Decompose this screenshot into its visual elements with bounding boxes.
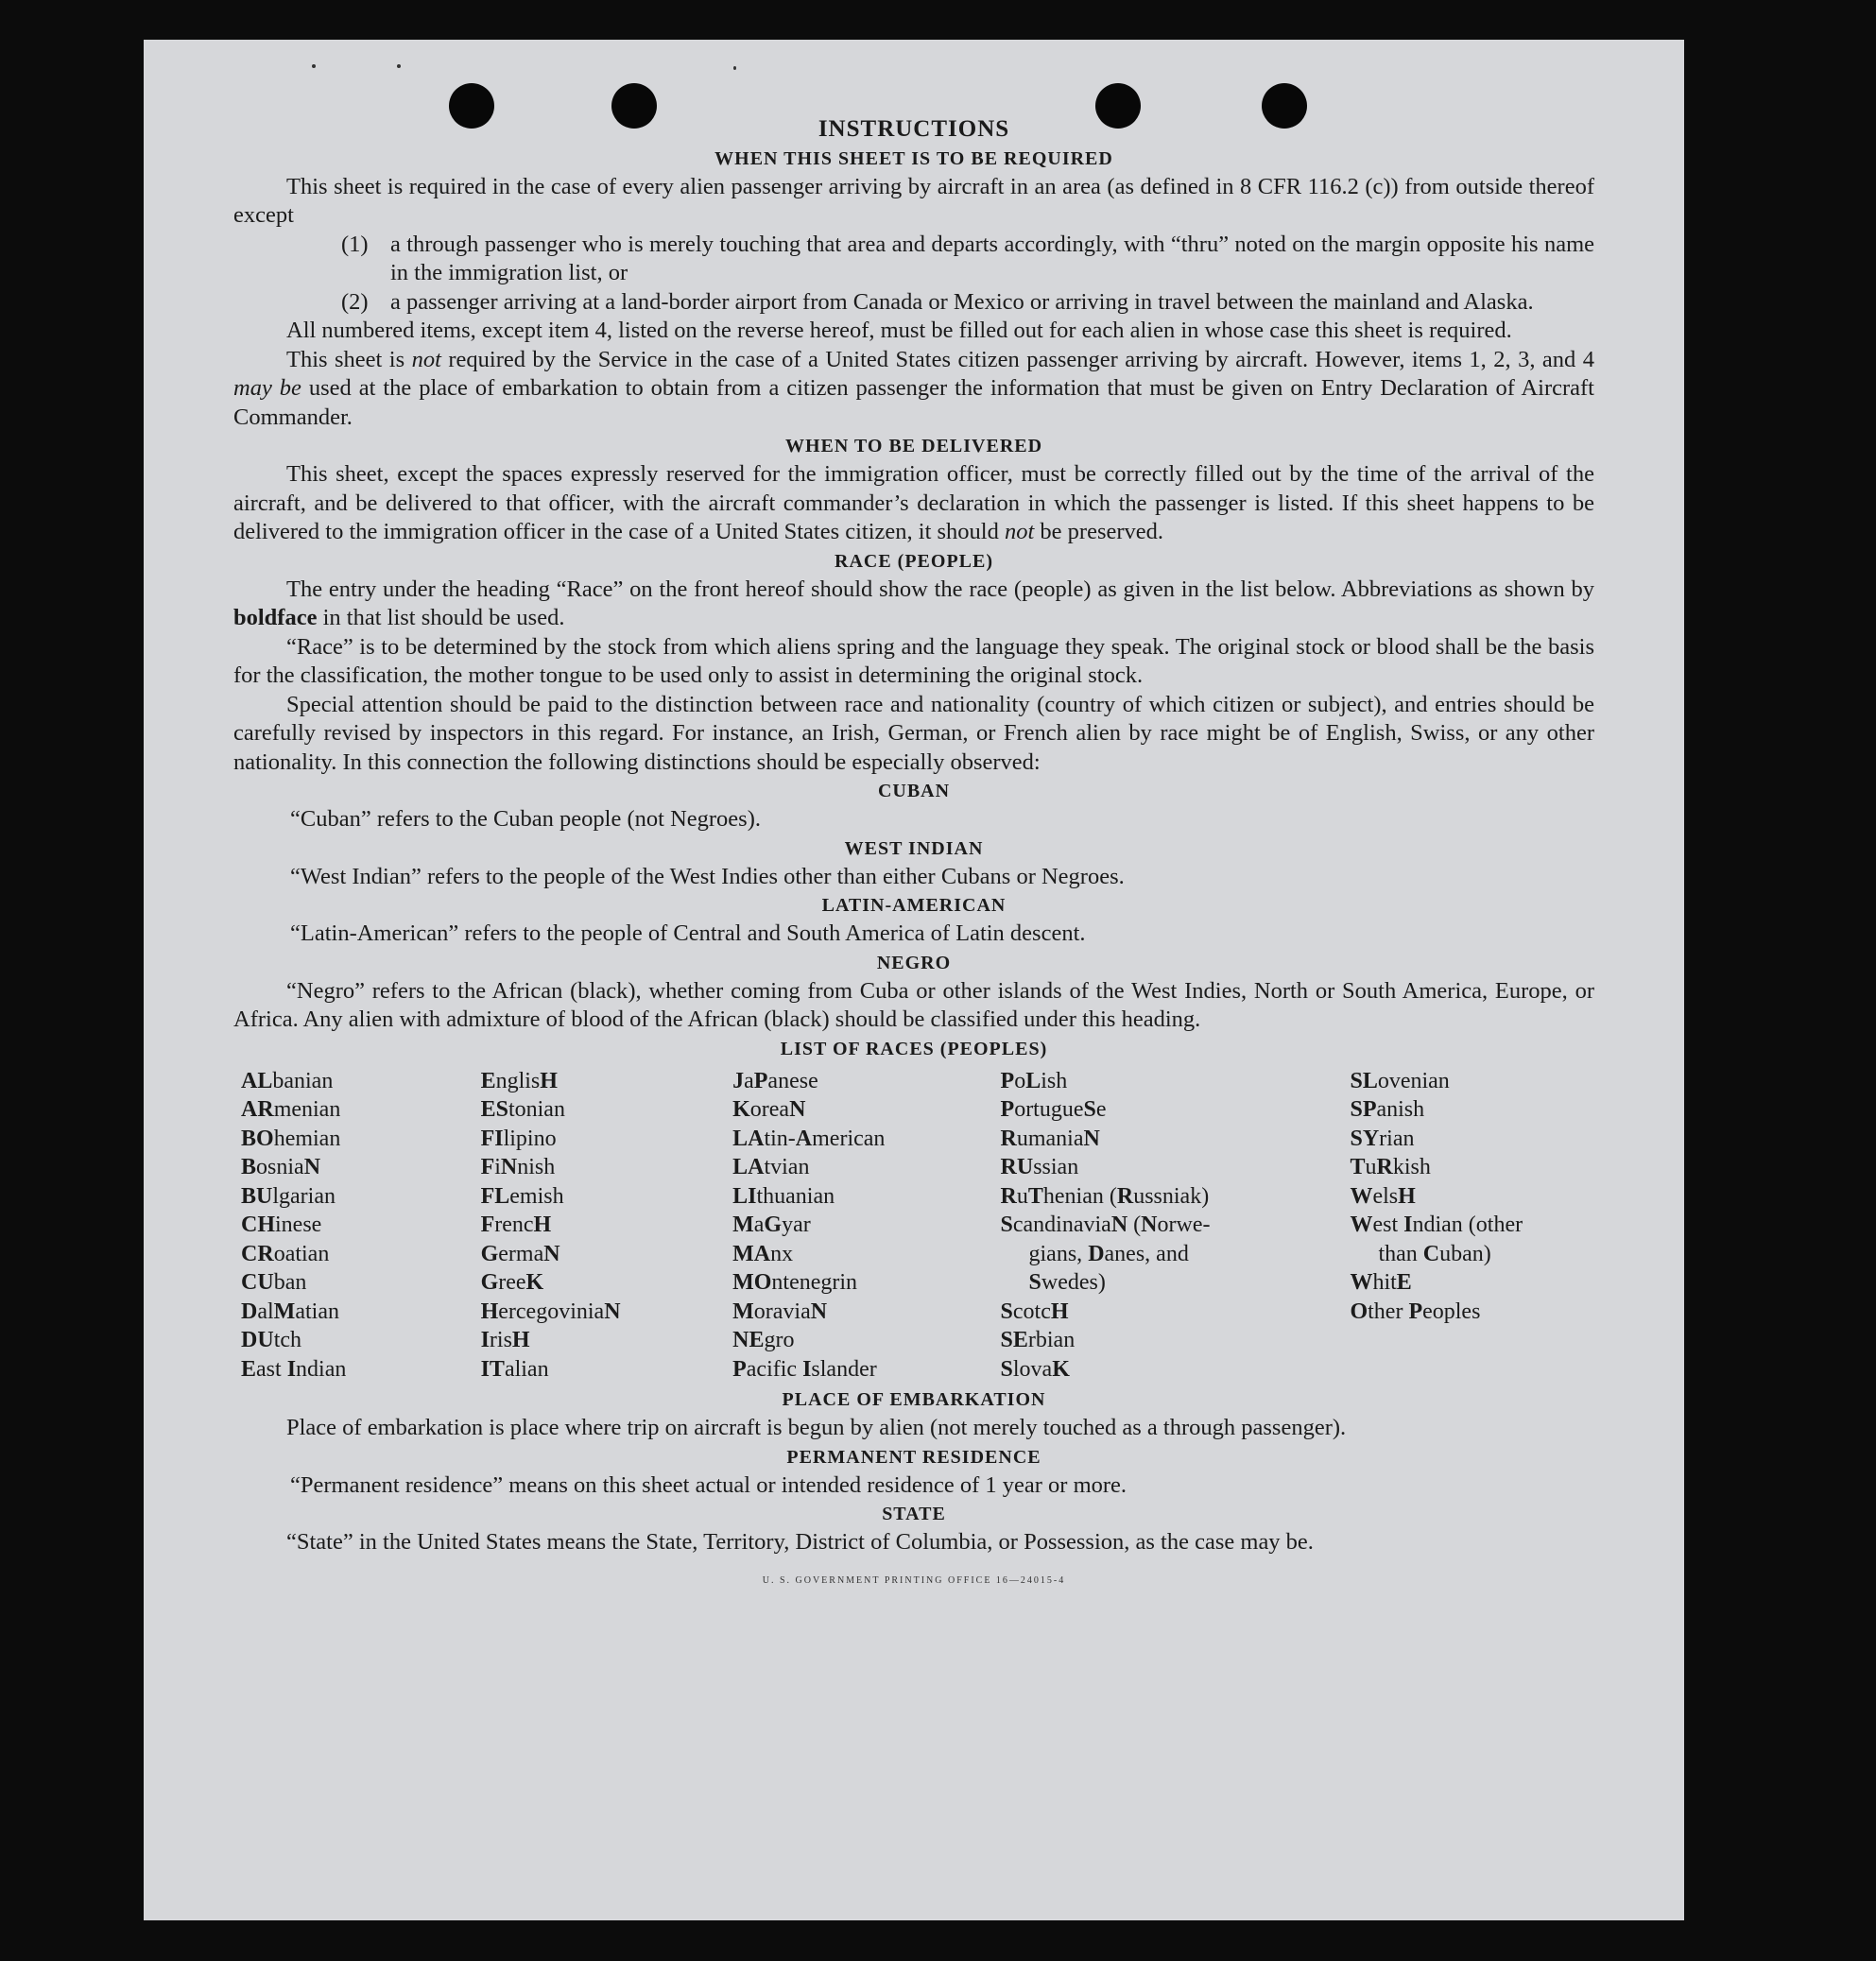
definition: “West Indian” refers to the people of the West Indies other than either Cubans or Negroes.: [290, 863, 1125, 889]
state-heading: STATE: [882, 1504, 946, 1524]
race-entry: ITalian: [480, 1356, 549, 1382]
race-entry: LAtvian: [732, 1155, 810, 1179]
race-entry: IrisH: [480, 1328, 530, 1352]
races-column: [481, 1067, 733, 1385]
race-entry: RUssian: [1000, 1155, 1079, 1179]
races-column: [1001, 1067, 1351, 1385]
race-entry: MoraviaN: [732, 1299, 828, 1324]
paragraph: “Race” is to be determined by the stock from which aliens spring and the language they speak. The original stock or blood shall be the basis for the classification, the mother tongue to be used only to assist in determining the original stock.: [233, 633, 1594, 688]
races-column: [1350, 1067, 1594, 1385]
race-entry: BUlgarian: [241, 1183, 336, 1209]
race-entry: MAnx: [732, 1241, 794, 1266]
race-entry: RumaniaN: [1000, 1126, 1100, 1151]
cuban-heading: CUBAN: [877, 781, 951, 801]
instructions-title: INSTRUCTIONS: [818, 116, 1010, 142]
item-number: (2): [341, 288, 369, 315]
race-entry: LIthuanian: [732, 1183, 835, 1209]
race-entry: WelsH: [1350, 1183, 1416, 1209]
race-entry: Other Peoples: [1350, 1299, 1481, 1324]
races-column: [732, 1067, 1000, 1385]
race-entry: SlovaK: [1000, 1356, 1070, 1382]
race-entry: ARmenian: [241, 1097, 341, 1122]
race-entry: DalMatian: [241, 1299, 339, 1324]
race-entry: East Indian: [241, 1356, 347, 1382]
race-entry: GermaN: [480, 1241, 560, 1266]
paragraph: This sheet, except the spaces expressly reserved for the immigration officer, must be correctly filled out by the time of the arrival of the aircraft, and be delivered to that officer, with the aircraft commander’s declaration in which the passenger is listed. If this sheet happens to be delivered to the immigration officer in the case of a United States citizen, it should not be preserved.: [233, 461, 1594, 544]
race-entry: gians, Danes, and: [1028, 1241, 1189, 1266]
race-entry: SPanish: [1350, 1097, 1425, 1122]
race-entry: Pacific Islander: [732, 1356, 877, 1382]
race-heading: RACE (PEOPLE): [835, 550, 993, 572]
race-entry: CUban: [241, 1270, 307, 1295]
when-delivered-heading: WHEN TO BE DELIVERED: [784, 436, 1043, 456]
race-entry: WhitE: [1350, 1270, 1412, 1295]
races-column: [241, 1067, 481, 1385]
race-entry: JaPanese: [732, 1068, 818, 1093]
race-entry: ScandinaviaN (Norwe-: [1000, 1213, 1211, 1237]
paragraph: All numbered items, except item 4, listed on the reverse hereof, must be filled out for each alien in whose case this sheet is required.: [286, 318, 1512, 343]
embarkation-heading: PLACE OF EMBARKATION: [782, 1389, 1046, 1410]
race-entry: MaGyar: [732, 1213, 811, 1237]
when-required-heading: WHEN THIS SHEET IS TO BE REQUIRED: [714, 147, 1113, 169]
race-entry: EStonian: [480, 1097, 565, 1122]
exception-item: [233, 288, 1594, 318]
definition: “Latin-American” refers to the people of Central and South America of Latin descent.: [290, 920, 1086, 946]
document-page: [144, 40, 1684, 1920]
latin-american-heading: LATIN-AMERICAN: [821, 895, 1007, 916]
item-text: a through passenger who is merely touching that area and departs accordingly, with “thru” noted on the margin opposite his name in the immigration list, or: [390, 231, 1594, 285]
race-entry: NEgro: [732, 1328, 795, 1352]
race-entry: BOhemian: [241, 1126, 341, 1151]
race-entry: RuThenian (Russniak): [1000, 1183, 1210, 1209]
race-entry: SLovenian: [1350, 1068, 1450, 1093]
race-entry: TuRkish: [1350, 1155, 1431, 1179]
race-entry: SErbian: [1000, 1328, 1076, 1352]
race-entry: PoLish: [1000, 1068, 1068, 1093]
race-entry: BosniaN: [241, 1155, 321, 1179]
instructions-body: [233, 115, 1594, 1595]
paragraph: The entry under the heading “Race” on the front hereof should show the race (people) as given in the list below. Abbreviations as shown by boldface in that list should be used.: [233, 576, 1594, 630]
paragraph: Place of embarkation is place where trip on aircraft is begun by alien (not merely touched as a through passenger).: [286, 1415, 1347, 1440]
race-entry: FLemish: [480, 1183, 564, 1209]
race-entry: EnglisH: [480, 1068, 558, 1093]
race-entry: SYrian: [1350, 1126, 1415, 1151]
race-entry: FrencH: [480, 1213, 552, 1237]
paragraph: “State” in the United States means the State, Territory, District of Columbia, or Possession, as the case may be.: [286, 1529, 1314, 1555]
exception-item: [233, 231, 1594, 288]
printing-office-footer: U. S. GOVERNMENT PRINTING OFFICE 16—24015-4: [762, 1574, 1066, 1586]
race-entry: HercegoviniaN: [480, 1299, 621, 1324]
race-entry: FiNnish: [480, 1155, 556, 1179]
race-entry: ScotcH: [1000, 1299, 1069, 1324]
paragraph: Special attention should be paid to the distinction between race and nationality (country of which citizen or subject), and entries should be carefully revised by inspectors in this regard. For instance, an Irish, German, or French alien by race might be of English, Swiss, or any other nationality. In this connection the following distinctions should be especially observed:: [233, 691, 1594, 775]
race-entry: West Indian (other: [1350, 1213, 1523, 1237]
race-entry: CHinese: [241, 1213, 322, 1237]
race-entry: Swedes): [1028, 1270, 1106, 1295]
paragraph: This sheet is required in the case of every alien passenger arriving by aircraft in an area (as defined in 8 CFR 116.2 (c)) from outside thereof except: [233, 173, 1594, 228]
list-of-races-heading: LIST OF RACES (PEOPLES): [780, 1038, 1048, 1059]
race-entry: KoreaN: [732, 1097, 806, 1122]
race-entry: DUtch: [241, 1328, 302, 1352]
race-entry: ALbanian: [241, 1068, 334, 1093]
races-list: [241, 1067, 1594, 1385]
permanent-residence-heading: PERMANENT RESIDENCE: [786, 1446, 1041, 1468]
definition: “Cuban” refers to the Cuban people (not Negroes).: [290, 806, 761, 832]
race-entry: CRoatian: [241, 1241, 330, 1266]
race-entry: FIlipino: [480, 1126, 557, 1151]
race-entry: MOntenegrin: [732, 1270, 858, 1295]
race-entry: than Cuban): [1378, 1241, 1491, 1266]
west-indian-heading: WEST INDIAN: [844, 837, 984, 859]
race-entry: LAtin-American: [732, 1126, 886, 1151]
paragraph: This sheet is not required by the Service in the case of a United States citizen passenger arriving by aircraft. However, items 1, 2, 3, and 4 may be used at the place of embarkation to obtain from a citizen passenger the information that must be given on Entry Declaration of Aircraft Commander.: [233, 346, 1594, 430]
negro-heading: NEGRO: [876, 952, 952, 973]
race-entry: GreeK: [480, 1270, 544, 1295]
definition: “Permanent residence” means on this sheet actual or intended residence of 1 year or more.: [290, 1471, 1127, 1498]
item-text: a passenger arriving at a land-border airport from Canada or Mexico or arriving in travel between the mainland and Alaska.: [390, 288, 1534, 315]
paragraph: “Negro” refers to the African (black), whether coming from Cuba or other islands of the West Indies, North or South America, Europe, or Africa. Any alien with admixture of blood of the African (black) should be classified under this heading.: [233, 977, 1594, 1032]
item-number: (1): [341, 231, 369, 257]
race-entry: PortugueSe: [1000, 1097, 1107, 1122]
